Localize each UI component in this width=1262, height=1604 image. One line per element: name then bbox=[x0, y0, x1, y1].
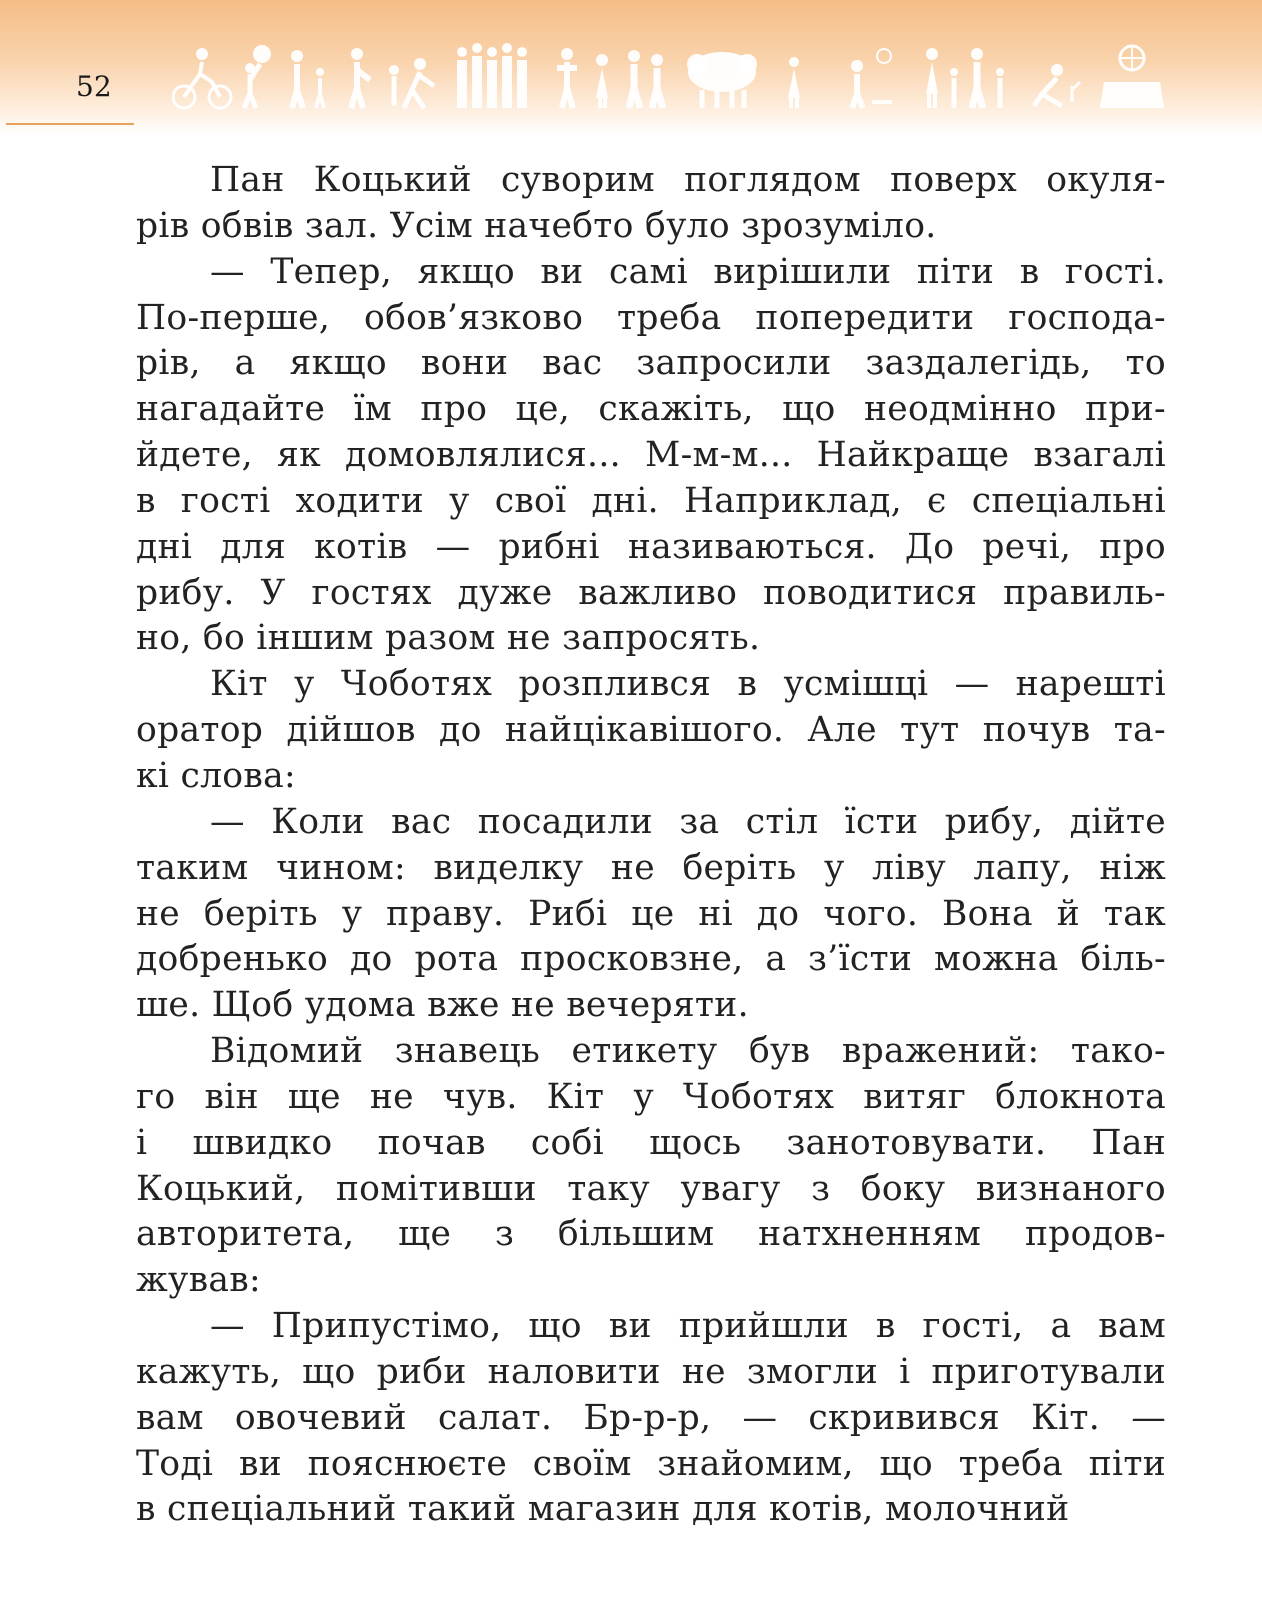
text-line-row bbox=[136, 892, 1166, 938]
text-line-row bbox=[136, 1442, 1166, 1488]
text-line-row bbox=[136, 158, 1166, 204]
text-line: Пан Коцький суворим поглядом поверх окуля- bbox=[210, 160, 1166, 200]
text-line: Коцький, помітивши таку увагу з боку визнаного bbox=[136, 1168, 1166, 1209]
person-bending-icon bbox=[404, 58, 434, 108]
text-line: но, бо іншим разом не запросять. bbox=[136, 618, 761, 659]
text-line: рів, а якщо вони вас запросили заздалегідь, то bbox=[136, 343, 1166, 384]
paragraph bbox=[136, 1304, 1166, 1533]
text-line: По-перше, обов’язково треба попередити господа- bbox=[136, 297, 1166, 338]
text-line-row bbox=[136, 1121, 1166, 1167]
text-line: авторитета, ще з більшим натхненням продов- bbox=[136, 1214, 1166, 1255]
text-line-row bbox=[136, 1075, 1166, 1121]
family-icon bbox=[926, 48, 1004, 108]
paragraph bbox=[136, 158, 1166, 250]
text-line: кі слова: bbox=[136, 755, 296, 796]
text-line: нагадайте їм про це, скажіть, що неодмінно при- bbox=[136, 389, 1166, 430]
text-line-row bbox=[136, 341, 1166, 387]
text-line-row bbox=[136, 662, 1166, 708]
text-line-row bbox=[136, 1167, 1166, 1213]
child-with-balloon-icon bbox=[244, 45, 271, 108]
text-line-row bbox=[136, 525, 1166, 571]
text-line: Відомий знавець етикету був вражений: тако- bbox=[210, 1031, 1166, 1072]
text-line-row bbox=[136, 433, 1166, 479]
cyclist-icon bbox=[173, 48, 231, 108]
body-text bbox=[136, 158, 1166, 1533]
text-line: рів обвів зал. Усім начебто було зрозуміло. bbox=[136, 205, 937, 246]
text-line: Тоді ви пояснюєте своїм знайомим, що треба піти bbox=[136, 1443, 1166, 1484]
person-with-dog-icon bbox=[351, 48, 399, 108]
person-with-flowers-icon bbox=[788, 57, 800, 108]
adult-with-child-icon bbox=[291, 50, 324, 108]
text-line-row bbox=[136, 616, 1166, 662]
text-line-row bbox=[136, 204, 1166, 250]
paragraph bbox=[136, 800, 1166, 1029]
text-line-row bbox=[136, 387, 1166, 433]
header-figures-strip bbox=[172, 42, 1182, 112]
parent-with-child-icon bbox=[628, 50, 663, 108]
person-planting-icon bbox=[1034, 64, 1080, 106]
text-line: йдете, як домовлялися... М-м-м... Найкраще взагалі bbox=[136, 435, 1166, 476]
paragraph bbox=[136, 250, 1166, 663]
paragraph bbox=[136, 1029, 1166, 1304]
text-line-row bbox=[136, 1304, 1166, 1350]
text-line: оратор дійшов до найцікавішого. Але тут почув та- bbox=[136, 710, 1166, 751]
text-line-row bbox=[136, 846, 1166, 892]
text-line: ше. Щоб удома вже не вечеряти. bbox=[136, 985, 749, 1026]
text-line-row bbox=[136, 708, 1166, 754]
text-line-row bbox=[136, 296, 1166, 342]
couple-icon bbox=[557, 48, 608, 108]
text-line-row bbox=[136, 1350, 1166, 1396]
page-number: 52 bbox=[76, 70, 112, 103]
page-number-rule bbox=[6, 123, 134, 125]
text-line: кажуть, що риби наловити не змогли і приготували bbox=[136, 1351, 1166, 1392]
crowd-icon bbox=[687, 52, 757, 108]
text-line: таким чином: виделку не беріть у ліву лапу, ніж bbox=[136, 847, 1166, 888]
text-line: — Тепер, якщо ви самі вирішили піти в гості. bbox=[210, 251, 1166, 292]
text-line: — Припустімо, що ви прийшли в гості, а вам bbox=[210, 1306, 1166, 1347]
text-line-row bbox=[136, 1212, 1166, 1258]
text-line-row bbox=[136, 571, 1166, 617]
gardener-icon bbox=[851, 49, 892, 108]
text-line: дні для котів — рибні називаються. До речі, про bbox=[136, 526, 1166, 567]
text-line-row bbox=[136, 250, 1166, 296]
text-line: добренько до рота просковзне, а з’їсти можна біль- bbox=[136, 939, 1166, 980]
text-line: вам овочевий салат. Бр-р-р, — скривився Кіт. — bbox=[136, 1397, 1166, 1438]
text-line: Кіт у Чоботях розплився в усмішці — нарешті bbox=[210, 664, 1166, 705]
group-of-people-icon bbox=[457, 43, 527, 108]
text-line-row bbox=[136, 479, 1166, 525]
text-line: не беріть у праву. Рибі це ні до чого. Вона й так bbox=[136, 893, 1166, 934]
text-line: в спеціальний такий магазин для котів, молочний bbox=[136, 1489, 1070, 1530]
text-line: і швидко почав собі щось занотовувати. Пан bbox=[136, 1122, 1166, 1163]
text-line: го він ще не чув. Кіт у Чоботях витяг блокнота bbox=[136, 1076, 1166, 1117]
globe-with-people-icon bbox=[1100, 46, 1164, 108]
text-line-row bbox=[136, 937, 1166, 983]
text-line-row bbox=[136, 754, 1166, 800]
text-line-row bbox=[136, 1396, 1166, 1442]
paragraph bbox=[136, 662, 1166, 800]
text-line-row bbox=[136, 983, 1166, 1029]
text-line: рибу. У гостях дуже важливо поводитися правиль- bbox=[136, 572, 1166, 613]
text-line-row bbox=[136, 1029, 1166, 1075]
text-line: в гості ходити у свої дні. Наприклад, є спеціальні bbox=[136, 480, 1166, 521]
text-line-row bbox=[136, 800, 1166, 846]
text-line: жував: bbox=[136, 1260, 261, 1301]
text-line-row bbox=[136, 1258, 1166, 1304]
text-line: — Коли вас посадили за стіл їсти рибу, дійте bbox=[210, 801, 1166, 842]
text-line-row bbox=[136, 1487, 1166, 1533]
